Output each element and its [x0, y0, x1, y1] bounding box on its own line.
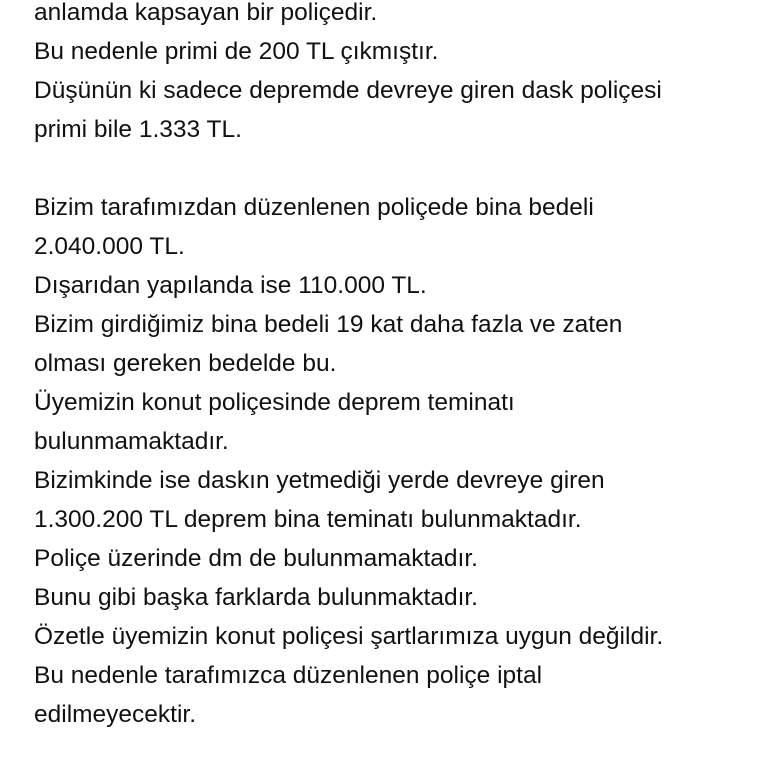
message-line: 1.300.200 TL deprem bina teminatı bulunmaktadır. — [34, 506, 582, 533]
message-text — [34, 0, 754, 734]
message-line: Dışarıdan yapılanda ise 110.000 TL. — [34, 272, 427, 299]
message-line: Bizimkinde ise daskın yetmediği yerde devreye giren — [34, 467, 605, 494]
message-line: primi bile 1.333 TL. — [34, 116, 242, 143]
message-blank-line — [34, 149, 754, 188]
message-line: Düşünün ki sadece depremde devreye giren dask poliçesi — [34, 77, 662, 104]
message-line: bulunmamaktadır. — [34, 428, 229, 455]
message-line: Bizim tarafımızdan düzenlenen poliçede bina bedeli — [34, 194, 594, 221]
message-line: Poliçe üzerinde dm de bulunmamaktadır. — [34, 545, 478, 572]
message-line: Üyemizin konut poliçesinde deprem teminatı — [34, 389, 515, 416]
message-line: Özetle üyemizin konut poliçesi şartlarımıza uygun değildir. — [34, 623, 664, 650]
message-line: olması gereken bedelde bu. — [34, 350, 337, 377]
message-line: Bunu gibi başka farklarda bulunmaktadır. — [34, 584, 478, 611]
message-line: 2.040.000 TL. — [34, 233, 185, 260]
message-line: anlamda kapsayan bir poliçedir. — [34, 0, 378, 26]
message-line: Bizim girdiğimiz bina bedeli 19 kat daha fazla ve zaten — [34, 311, 623, 338]
message-line: Bu nedenle primi de 200 TL çıkmıştır. — [34, 38, 439, 65]
message-line: edilmeyecektir. — [34, 701, 197, 728]
message-line: Bu nedenle tarafımızca düzenlenen poliçe iptal — [34, 662, 543, 689]
